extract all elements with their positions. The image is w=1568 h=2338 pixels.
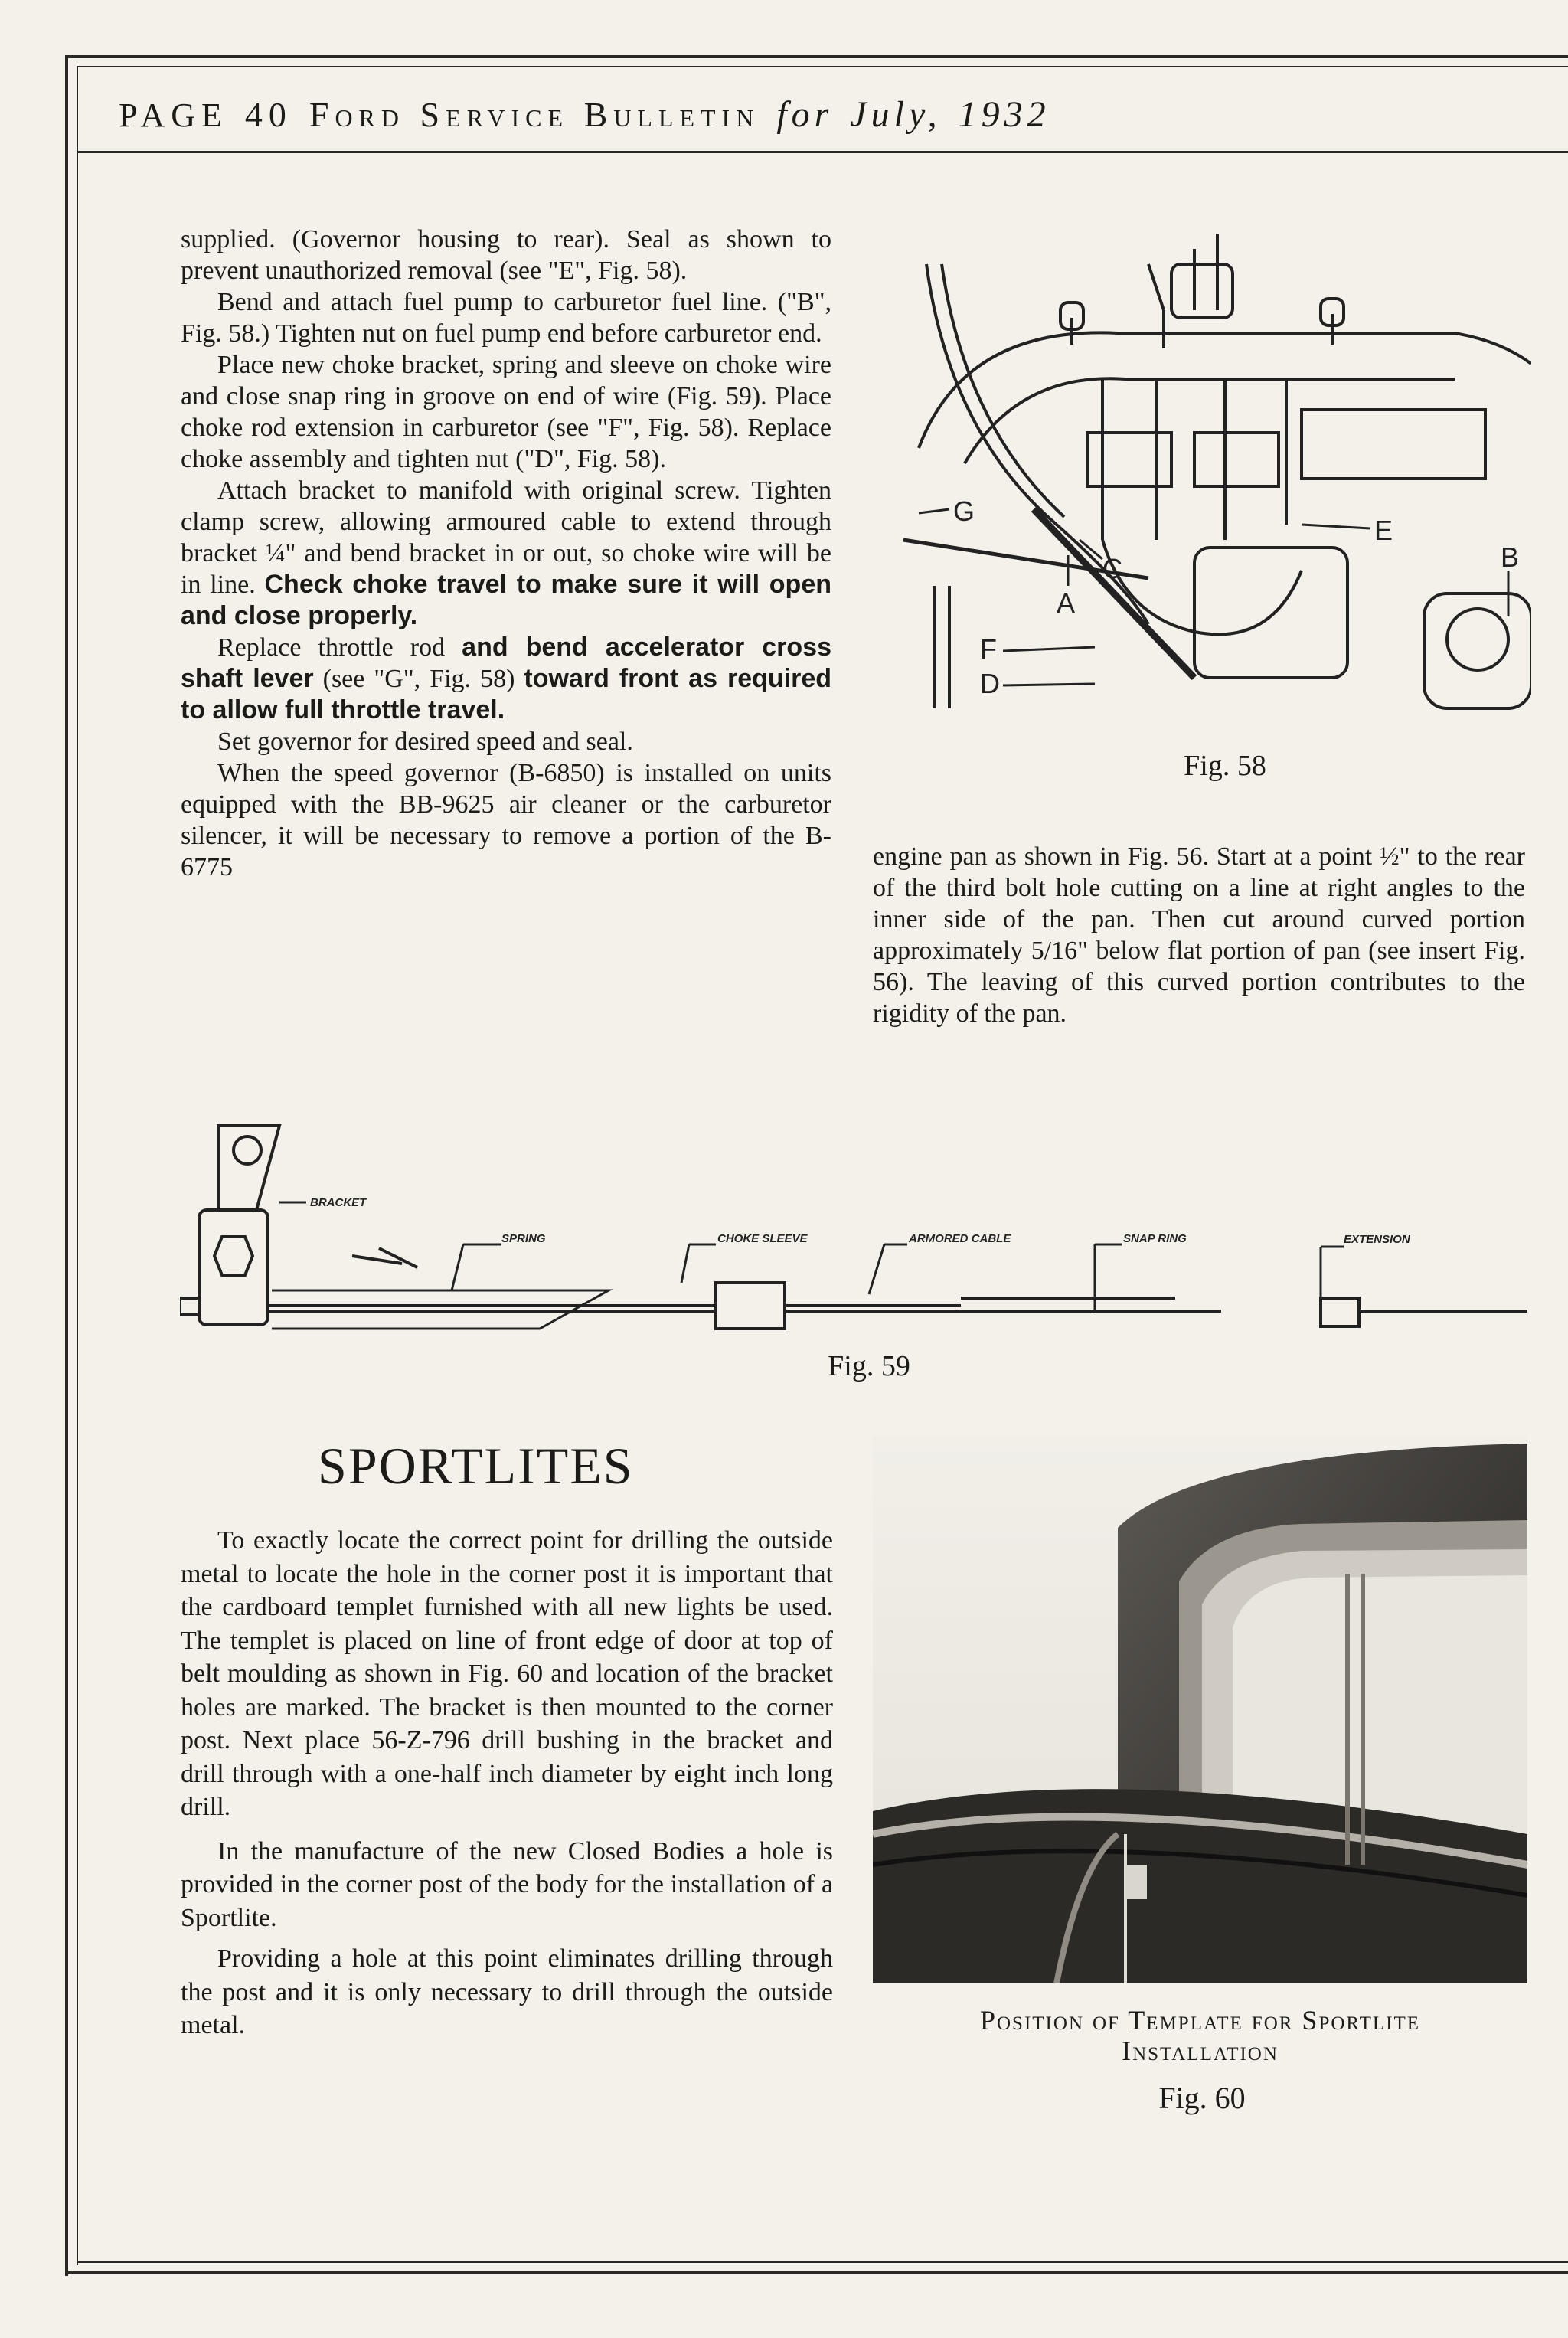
fig59-caption: Fig. 59	[828, 1350, 910, 1382]
page-header	[119, 93, 1504, 139]
paragraph	[181, 632, 831, 726]
caption-line: Installation	[1122, 2036, 1279, 2066]
fig59-label-armored-cable: ARMORED CABLE	[909, 1232, 1011, 1245]
paragraph: Providing a hole at this point eliminates drilling through the post and it is only necessary to drill through the outside metal.	[181, 1944, 833, 2039]
fig60-caption-title	[873, 2005, 1527, 2066]
fig58-label-d: D	[980, 668, 1000, 699]
paragraph: Place new choke bracket, spring and sleeve on choke wire and close snap ring in groove on end of wire (Fig. 59). Place choke rod extension in carburetor (see "F", Fig. 58). Replace choke assembly and tighten nut ("D", Fig. 58).	[181, 351, 831, 473]
publication-title: Ford Service Bulletin	[309, 95, 760, 134]
fig58-label-f: F	[980, 633, 997, 665]
paragraph-text: (see "G", Fig. 58)	[322, 665, 515, 693]
fig58-caption: Fig. 58	[1184, 750, 1266, 782]
bold-text: and bend accelerator cross shaft lever	[181, 633, 832, 693]
fig59-label-extension: EXTENSION	[1344, 1233, 1410, 1246]
paragraph-text: Replace throttle rod	[217, 633, 446, 662]
caption-line: Position of Template for Sportlite	[979, 2005, 1420, 2036]
fig59-choke-assembly-illustration	[180, 1110, 1527, 1340]
header-month: July,	[850, 94, 942, 135]
paragraph: supplied. (Governor housing to rear). Seal as shown to prevent unauthorized removal (see "E", Fig. 58).	[181, 225, 831, 285]
fig59-label-spring: SPRING	[501, 1232, 546, 1245]
section-title: SPORTLITES	[318, 1437, 634, 1495]
page-number: 40	[244, 95, 292, 134]
paragraph: When the speed governor (B-6850) is installed on units equipped with the BB-9625 air cleaner or the carburetor silencer, it will be necessary to remove a portion of the B-6775	[181, 759, 831, 881]
paragraph: Bend and attach fuel pump to carburetor fuel line. ("B", Fig. 58.) Tighten nut on fuel pump end before carburetor end.	[181, 288, 831, 348]
paragraph: Set governor for desired speed and seal.	[217, 728, 633, 756]
fig60-caption: Fig. 60	[1158, 2081, 1246, 2115]
paragraph: engine pan as shown in Fig. 56. Start at a point ½" to the rear of the third bolt hole cutting on a line at right angles to the inner side of the pan. Then cut around curved portion approximately 5/16" below flat portion of pan (see insert Fig. 56). The leaving of this curved portion contributes to the rigidity of the pan.	[873, 842, 1525, 1028]
bold-text: Check choke travel to make sure it will open and close properly.	[181, 570, 831, 630]
right-column	[873, 841, 1525, 1029]
fig59-label-snap-ring: SNAP RING	[1123, 1232, 1187, 1245]
header-year: 1932	[958, 94, 1050, 135]
fig58-label-g: G	[953, 495, 975, 527]
bold-text: toward front as required to allow full throttle travel.	[181, 664, 831, 724]
fig58-label-e: E	[1374, 515, 1393, 546]
fig60-car-body-photo	[873, 1436, 1527, 1983]
fig58-carburetor-illustration	[873, 218, 1531, 747]
fig58-label-c: C	[1102, 553, 1122, 584]
fig58-label-b: B	[1501, 541, 1520, 573]
page-label: PAGE	[119, 96, 228, 134]
header-for: for	[776, 94, 834, 135]
paragraph: To exactly locate the correct point for drilling the outside metal to locate the hole in the corner post it is important that the cardboard templet furnished with all new lights be used. The templet is placed on line of front edge of door at top of belt moulding as shown in Fig. 60 and location of the bracket holes are marked. The bracket is then mounted to the corner post. Next place 56-Z-796 drill bushing in the bracket and drill through with a one-half inch diameter by eight inch long drill.	[181, 1526, 833, 1821]
left-column	[181, 224, 831, 883]
fig59-label-choke-sleeve: CHOKE SLEEVE	[717, 1232, 808, 1245]
paragraph-text: Attach bracket to manifold with original screw. Tighten clamp screw, allowing armoured cable to extend through bracket ¼" and bend bracket in or out, so choke wire will be in line.	[181, 476, 831, 599]
paragraph	[181, 475, 831, 632]
fig58-label-a: A	[1057, 587, 1076, 619]
sportlites-text	[181, 1524, 833, 2042]
paragraph: In the manufacture of the new Closed Bodies a hole is provided in the corner post of the body for the installation of a Sportlite.	[181, 1836, 833, 1932]
fig59-label-bracket: BRACKET	[310, 1196, 367, 1209]
